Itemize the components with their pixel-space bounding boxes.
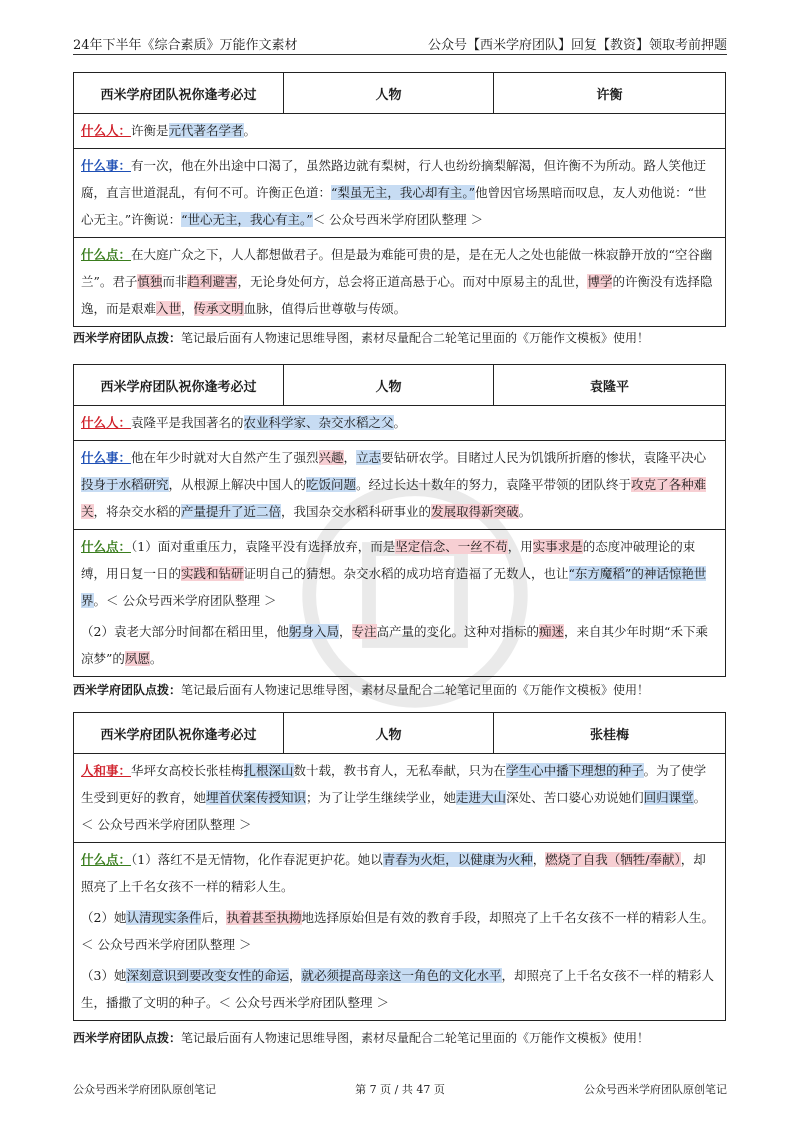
- row-point: [74, 530, 725, 676]
- highlighted-text: “梨虽无主，我心却有主。”: [331, 185, 476, 200]
- text-segment: ，: [181, 301, 194, 316]
- highlighted-text: 认清现实条件: [126, 910, 202, 925]
- text-segment: 高产量的变化。这种对指标的: [376, 624, 540, 639]
- text-segment: ，无论身处何方，总会将正道高悬于心。而对中原易主的乱世，: [237, 274, 588, 289]
- text-segment: 证明自己的猜想。杂交水稻的成功培育造福了无数人，也让: [243, 566, 569, 581]
- text-segment: 。: [149, 651, 163, 666]
- text-segment: 的态度冲破理论的束缚，用日复一日的: [81, 539, 696, 581]
- text-segment: 后，: [201, 910, 227, 925]
- tip-note: [73, 329, 649, 346]
- header-motto: 西米学府团队祝你逢考必过: [74, 365, 284, 405]
- paragraph-text: [81, 539, 706, 608]
- highlighted-text: 产量提升了近二倍: [181, 504, 282, 519]
- page-header: [73, 34, 727, 55]
- row-what: [74, 149, 725, 238]
- highlighted-text: 学生心中播下理想的种子: [506, 763, 644, 778]
- row-who-what: [74, 754, 725, 843]
- text-segment: 有一次，他在外出途中口渴了，虽然路边就有梨树，行人也纷纷摘梨解渴，但许衡不为所动。路人笑他迂腐，直言世道混乱，有何不可。许衡正色道：: [81, 158, 707, 200]
- paragraph-text: [81, 450, 706, 519]
- header-motto: 西米学府团队祝你逢考必过: [74, 73, 284, 113]
- text-segment: 要钻研农学。目睹过人民为饥饿所折磨的惨状，袁隆平决心: [381, 450, 707, 465]
- header-right: 公众号【西米学府团队】回复【教资】领取考前押题: [427, 38, 727, 53]
- label-who-what: 人和事：: [81, 763, 132, 778]
- text-segment: ，将杂交水稻的: [93, 504, 182, 519]
- page-number: 第 7 页 / 共 47 页: [355, 1083, 445, 1096]
- highlighted-text: 元代著名学者: [168, 123, 244, 138]
- table-header: [74, 365, 725, 406]
- paragraph-text: [81, 763, 706, 832]
- highlighted-text: 发展取得新突破: [431, 504, 519, 519]
- label-point: 什么点：: [81, 247, 132, 262]
- row-what: [74, 441, 725, 530]
- text-segment: 。: [393, 415, 407, 430]
- text-segment: 的许衡没有选择隐逸，而是艰难: [81, 274, 713, 316]
- paragraph-text: [81, 247, 712, 316]
- text-segment: 血脉，值得后世尊敬与传颂。: [243, 301, 407, 316]
- person-name: 张桂梅: [589, 727, 629, 743]
- text-segment: ，: [532, 852, 546, 867]
- text-segment: ，: [343, 450, 357, 465]
- text-segment: ，却照亮了上千名女孩不一样的精彩人生。: [81, 852, 706, 894]
- header-person-label: 人物: [284, 365, 494, 405]
- highlighted-text: 扎根深山: [243, 763, 294, 778]
- text-segment: ，: [288, 968, 302, 983]
- paragraph-text: [131, 415, 406, 430]
- text-segment: ，: [338, 624, 352, 639]
- highlighted-text: 实事求是: [532, 539, 583, 554]
- paragraph-text: [81, 968, 714, 1010]
- text-segment: 他在年少时就对大自然产生了强烈: [131, 450, 319, 465]
- highlighted-text: 坚定信念、一丝不苟: [395, 539, 508, 554]
- highlighted-text: 攻克了各种难关: [81, 477, 707, 519]
- tip-label: 西米学府团队点拨：: [73, 1031, 182, 1045]
- tip-text: 笔记最后面有人物速记思维导图，素材尽量配合二轮笔记里面的《万能作文模板》使用！: [181, 683, 650, 697]
- tip-text: 笔记最后面有人物速记思维导图，素材尽量配合二轮笔记里面的《万能作文模板》使用！: [181, 1031, 650, 1045]
- tip-note: [73, 681, 649, 698]
- highlighted-text: 痴迷: [539, 624, 565, 639]
- card-yuanlongping: [73, 364, 726, 677]
- highlighted-text: 青春为火炬，以健康为火种: [382, 852, 533, 867]
- text-segment: 地选择原始但是有效的教育手段，却照亮了上千名女孩不一样的精彩人生。＜ 公众号西米学府团队整理 ＞: [81, 910, 715, 952]
- highlighted-text: 深刻意识到要改变女性的命运: [126, 968, 289, 983]
- tip-label: 西米学府团队点拨：: [73, 331, 182, 345]
- highlighted-text: 投身于水稻研究: [81, 477, 169, 492]
- text-segment: 。＜ 公众号西米学府团队整理 ＞: [81, 790, 707, 832]
- row-who: [74, 406, 725, 441]
- label-point: 什么点：: [81, 852, 132, 867]
- highlighted-text: 慎独: [137, 274, 163, 289]
- label-what: 什么事：: [81, 450, 132, 465]
- text-segment: ；为了让学生继续学业，她: [306, 790, 457, 805]
- text-segment: ，来自其少年时期“禾下乘凉梦”的: [81, 624, 708, 666]
- text-segment: 。: [518, 504, 532, 519]
- highlighted-text: 趋利避害: [187, 274, 238, 289]
- text-segment: 而非: [162, 274, 188, 289]
- highlighted-text: 吃饭问题: [306, 477, 357, 492]
- highlighted-text: 实践和钻研: [181, 566, 244, 581]
- tip-label: 西米学府团队点拨：: [73, 683, 182, 697]
- text-segment: 。为了使学生受到更好的教育，她: [81, 763, 707, 805]
- highlighted-text: 就必须提高母亲这一角色的文化水平: [301, 968, 502, 983]
- text-segment: 他曾因官场黑暗而叹息，友人劝他说：“世心无主。”许衡说：: [81, 185, 707, 227]
- highlighted-text: 埋首伏案传授知识: [206, 790, 307, 805]
- highlighted-text: 传承文明: [193, 301, 244, 316]
- text-segment: ＜ 公众号西米学府团队整理 ＞: [312, 212, 484, 227]
- card-zhangguimei: [73, 712, 726, 1021]
- label-who: 什么人：: [81, 415, 132, 430]
- table-header: [74, 73, 725, 114]
- row-point: [74, 843, 725, 1020]
- footer-right: 公众号西米学府团队原创笔记: [584, 1083, 727, 1096]
- highlighted-text: 立志: [356, 450, 382, 465]
- label-what: 什么事：: [81, 158, 132, 173]
- paragraph-text: [81, 852, 706, 894]
- text-segment: 。: [243, 123, 257, 138]
- highlighted-text: 专注: [351, 624, 377, 639]
- text-segment: ，我国杂交水稻科研事业的: [281, 504, 432, 519]
- row-who: [74, 114, 725, 149]
- header-left: 24年下半年《综合素质》万能作文素材: [73, 38, 298, 53]
- highlighted-text: 走进大山: [456, 790, 507, 805]
- highlighted-text: 执着甚至执拗: [226, 910, 302, 925]
- highlighted-text: 夙愿: [124, 651, 150, 666]
- highlighted-text: 燃烧了自我（牺牲/奉献）: [545, 852, 681, 867]
- text-segment: 许衡是: [131, 123, 169, 138]
- text-segment: 。＜ 公众号西米学府团队整理 ＞: [93, 593, 277, 608]
- text-segment: 华坪女高校长张桂梅: [131, 763, 244, 778]
- text-segment: 深处、苦口婆心劝说她们: [506, 790, 644, 805]
- table-header: [74, 713, 725, 754]
- header-motto: 西米学府团队祝你逢考必过: [74, 713, 284, 753]
- page-footer: [73, 1081, 727, 1097]
- header-person-label: 人物: [284, 73, 494, 113]
- highlighted-text: 躬身入局: [288, 624, 339, 639]
- text-segment: ，却照亮了上千名女孩不一样的精彩人生，播撒了文明的种子。＜ 公众号西米学府团队整理 ＞: [81, 968, 715, 1010]
- highlighted-text: 兴趣: [318, 450, 344, 465]
- row-point: [74, 238, 725, 326]
- label-point: 什么点：: [81, 539, 132, 554]
- header-person-label: 人物: [284, 713, 494, 753]
- highlighted-text: 回归课堂: [643, 790, 694, 805]
- highlighted-text: “世心无主，我心有主。”: [181, 212, 313, 227]
- paragraph-text: [131, 123, 256, 138]
- highlighted-text: 博学: [587, 274, 613, 289]
- highlighted-text: 农业科学家、杂交水稻之父: [243, 415, 394, 430]
- text-segment: （2）她: [81, 910, 127, 925]
- tip-text: 笔记最后面有人物速记思维导图，素材尽量配合二轮笔记里面的《万能作文模板》使用！: [181, 331, 650, 345]
- footer-left: 公众号西米学府团队原创笔记: [73, 1083, 216, 1096]
- text-segment: ，从根源上解决中国人的: [168, 477, 307, 492]
- text-segment: 袁隆平是我国著名的: [131, 415, 244, 430]
- tip-note: [73, 1029, 649, 1046]
- person-name: 许衡: [596, 87, 623, 103]
- text-segment: 。经过长达十数年的努力，袁隆平带领的团队终于: [356, 477, 632, 492]
- label-who: 什么人：: [81, 123, 132, 138]
- text-segment: ，用: [507, 539, 533, 554]
- card-xuheng: [73, 72, 726, 327]
- highlighted-text: “东方魔稻”的神话惊艳世界: [81, 566, 707, 608]
- text-segment: （3）她: [81, 968, 127, 983]
- text-segment: （1）面对重重压力，袁隆平没有选择放弃，而是: [131, 539, 396, 554]
- text-segment: 数十载，教书育人，无私奉献，只为在: [293, 763, 507, 778]
- paragraph-text: [81, 624, 708, 666]
- paragraph-text: [81, 910, 714, 952]
- highlighted-text: 入世: [156, 301, 182, 316]
- text-segment: （1）落红不是无情物，化作春泥更护花。她以: [131, 852, 383, 867]
- paragraph-text: [81, 158, 706, 227]
- text-segment: （2）袁老大部分时间都在稻田里，他: [81, 624, 289, 639]
- text-segment: 在大庭广众之下，人人都想做君子。但是最为难能可贵的是，是在无人之处也能做一株寂静开放的“空谷幽兰”。君子: [81, 247, 713, 289]
- person-name: 袁隆平: [589, 379, 629, 395]
